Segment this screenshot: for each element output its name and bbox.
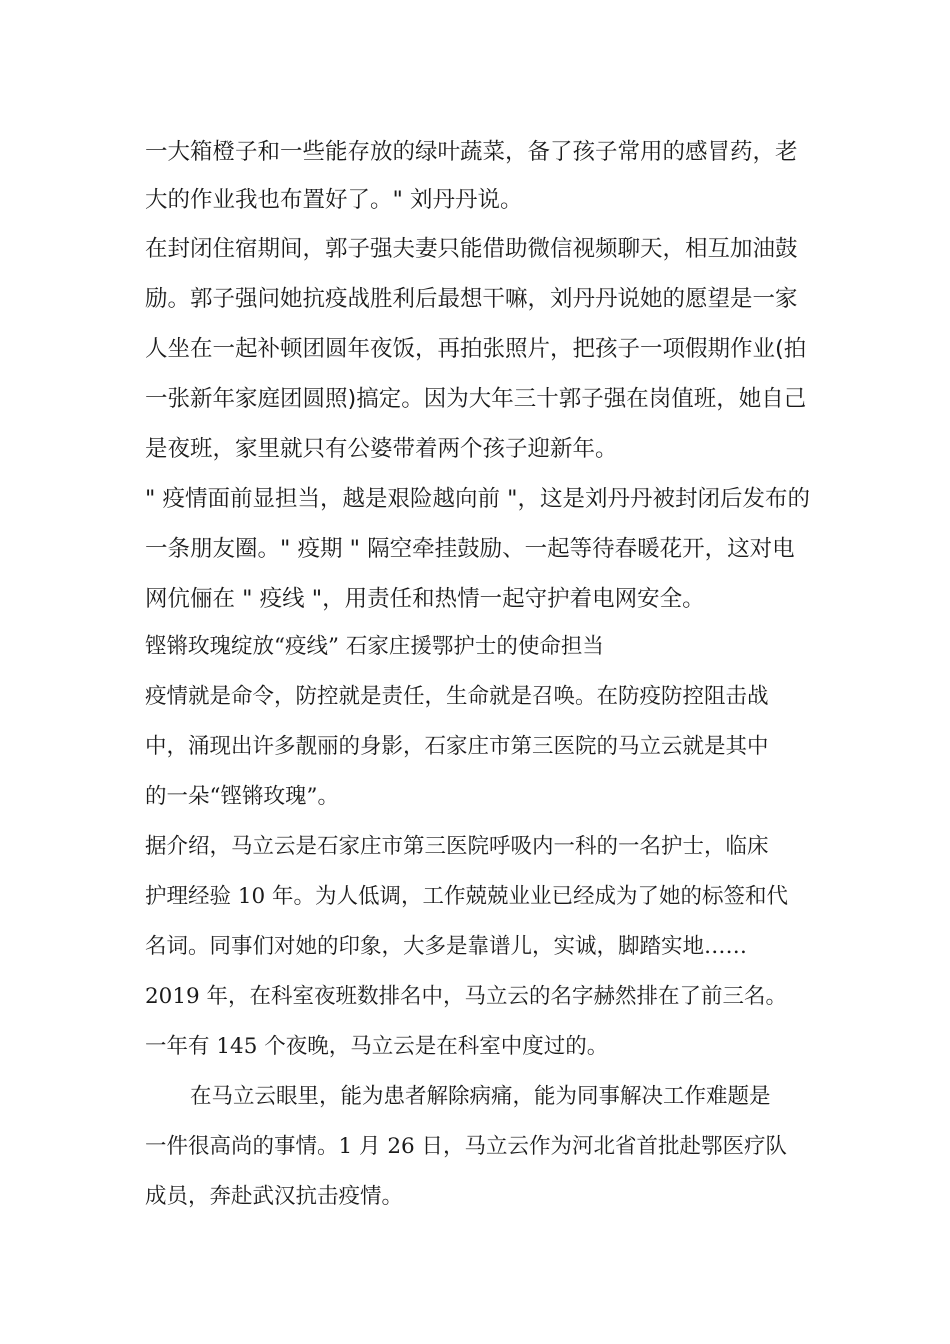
paragraph-line-3: 在封闭住宿期间，郭子强夫妻只能借助微信视频聊天，相互加油鼓 <box>145 236 798 262</box>
paragraph-line-17: 2019 年，在科室夜班数排名中，马立云的名字赫然排在了前三名。 <box>145 984 788 1009</box>
paragraph-line-6: 一张新年家庭团圆照)搞定。因为大年三十郭子强在岗值班，她自己 <box>145 386 807 412</box>
paragraph-line-7: 是夜班，家里就只有公婆带着两个孩子迎新年。 <box>145 436 618 462</box>
paragraph-line-1: 一大箱橙子和一些能存放的绿叶蔬菜，备了孩子常用的感冒药，老 <box>145 139 798 165</box>
paragraph-line-5: 人坐在一起补顿团圆年夜饭，再拍张照片，把孩子一项假期作业(拍 <box>145 336 807 362</box>
paragraph-line-4: 励。郭子强问她抗疫战胜利后最想干嘛，刘丹丹说她的愿望是一家 <box>145 286 798 312</box>
paragraph-line-11: 疫情就是命令，防控就是责任，生命就是召唤。在防疫防控阻击战 <box>145 684 769 709</box>
section-heading: 铿锵玫瑰绽放“疫线” 石家庄援鄂护士的使命担当 <box>145 634 604 659</box>
paragraph-line-14: 据介绍，马立云是石家庄市第三医院呼吸内一科的一名护士，临床 <box>145 834 769 859</box>
paragraph-line-9: 一条朋友圈。" 疫期 " 隔空牵挂鼓励、一起等待春暖花开，这对电 <box>145 536 795 562</box>
paragraph-line-15: 护理经验 10 年。为人低调，工作兢兢业业已经成为了她的标签和代 <box>145 884 789 909</box>
paragraph-line-18: 一年有 145 个夜晚，马立云是在科室中度过的。 <box>145 1034 609 1059</box>
paragraph-line-19: 在马立云眼里，能为患者解除病痛，能为同事解决工作难题是 <box>190 1084 771 1109</box>
paragraph-line-13: 的一朵“铿锵玫瑰”。 <box>145 784 339 809</box>
paragraph-line-20: 一件很高尚的事情。1 月 26 日，马立云作为河北省首批赴鄂医疗队 <box>145 1134 788 1159</box>
paragraph-line-10: 网伉俪在 " 疫线 "，用责任和热情一起守护着电网安全。 <box>145 586 705 612</box>
paragraph-line-2: 大的作业我也布置好了。" 刘丹丹说。 <box>145 187 523 213</box>
paragraph-line-12: 中，涌现出许多靓丽的身影，石家庄市第三医院的马立云就是其中 <box>145 734 769 759</box>
paragraph-line-8: " 疫情面前显担当，越是艰险越向前 "，这是刘丹丹被封闭后发布的 <box>145 486 811 512</box>
paragraph-line-16: 名词。同事们对她的印象，大多是靠谱儿，实诚，脚踏实地…… <box>145 934 748 959</box>
paragraph-line-21: 成员，奔赴武汉抗击疫情。 <box>145 1184 404 1209</box>
